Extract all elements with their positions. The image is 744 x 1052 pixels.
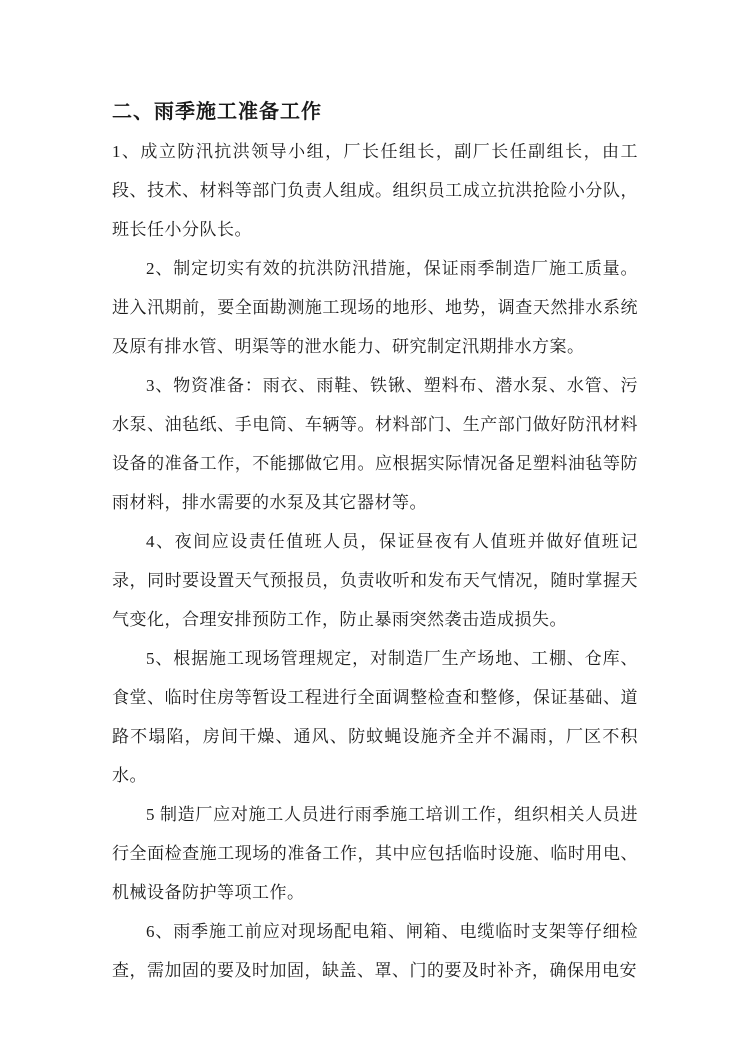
paragraph-4: 4、夜间应设责任值班人员，保证昼夜有人值班并做好值班记录，同时要设置天气预报员，负责收听和发布天气情况，随时掌握天气变化，合理安排预防工作，防止暴雨突然袭击造成损失。 <box>112 532 638 629</box>
paragraph-1: 1、成立防汛抗洪领导小组，厂长任组长，副厂长任副组长，由工段、技术、材料等部门负责人组成。组织员工成立抗洪抢险小分队，班长任小分队长。 <box>112 142 638 239</box>
paragraph-5: 5、根据施工现场管理规定，对制造厂生产场地、工棚、仓库、食堂、临时住房等暂设工程进行全面调整检查和整修，保证基础、道路不塌陷，房间干燥、通风、防蚊蝇设施齐全并不漏雨，厂区不积水。 <box>112 649 638 785</box>
paragraph-2: 2、制定切实有效的抗洪防汛措施，保证雨季制造厂施工质量。进入汛期前，要全面勘测施工现场的地形、地势，调查天然排水系统及原有排水管、明渠等的泄水能力、研究制定汛期排水方案。 <box>112 259 638 356</box>
paragraph-3: 3、物资准备：雨衣、雨鞋、铁锹、塑料布、潜水泵、水管、污水泵、油毡纸、手电筒、车辆等。材料部门、生产部门做好防汛材料设备的准备工作，不能挪做它用。应根据实际情况备足塑料油毡等防雨材料，排水需要的水泵及其它器材等。 <box>112 376 638 512</box>
paragraph-7: 6、雨季施工前应对现场配电箱、闸箱、电缆临时支架等仔细检查，需加固的要及时加固，缺盖、罩、门的要及时补齐，确保用电安 <box>112 922 638 980</box>
paragraph-6: 5 制造厂应对施工人员进行雨季施工培训工作，组织相关人员进行全面检查施工现场的准备工作，其中应包括临时设施、临时用电、机械设备防护等项工作。 <box>112 805 638 902</box>
section-heading: 二、雨季施工准备工作 <box>112 101 322 123</box>
